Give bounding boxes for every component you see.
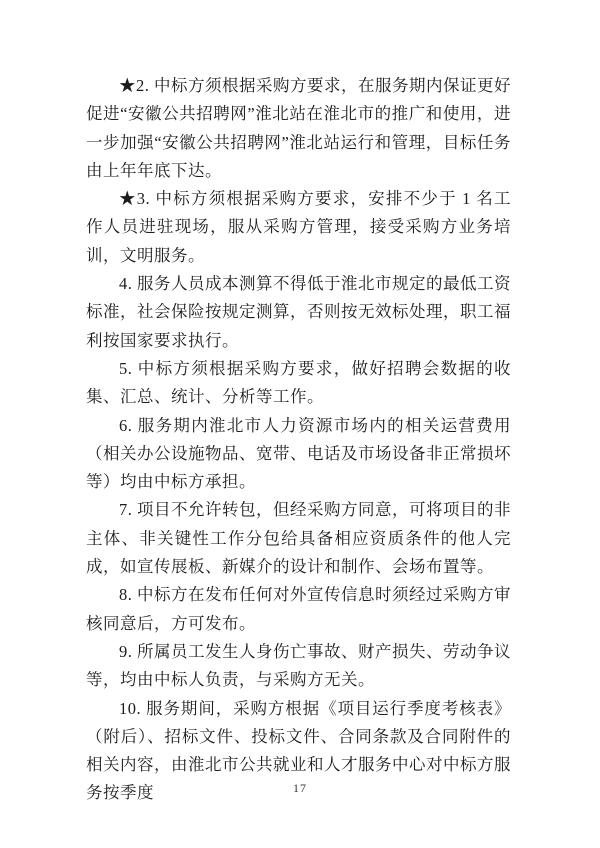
clause-paragraph-10: 10. 服务期间，采购方根据《项目运行季度考核表》（附后）、招标文件、投标文件、合同条款及合同附件的相关内容，由淮北市公共就业和人才服务中心对中标方服务按季度 — [86, 698, 511, 803]
clause-paragraph-6: 6. 服务期内淮北市人力资源市场内的相关运营费用（相关办公设施物品、宽带、电话及市场设备非正常损坏等）均由中标方承担。 — [86, 415, 511, 492]
clause-paragraph-7: 7. 项目不允许转包，但经采购方同意，可将项目的非主体、非关键性工作分包给具备相应资质条件的他人完成，如宣传展板、新媒介的设计和制作、会场布置等。 — [86, 500, 511, 577]
clause-paragraph-9: 9. 所属员工发生人身伤亡事故、财产损失、劳动争议等，均由中标人负责，与采购方无关。 — [86, 641, 511, 690]
page-number: 17 — [293, 781, 307, 795]
clause-paragraph-star-3: ★3. 中标方须根据采购方要求，安排不少于 1 名工作人员进驻现场，服从采购方管理，接受采购方业务培训，文明服务。 — [86, 189, 511, 265]
clause-paragraph-5: 5. 中标方须根据采购方要求，做好招聘会数据的收集、汇总、统计、分析等工作。 — [86, 358, 511, 407]
clause-paragraph-star-2: ★2. 中标方须根据采购方要求，在服务期内保证更好促进“安徽公共招聘网”淮北站在淮北市的推广和使用，进一步加强“安徽公共招聘网”淮北站运行和管理，目标任务由上年年底下达。 — [86, 76, 511, 180]
document-body — [86, 72, 511, 808]
clause-paragraph-4: 4. 服务人员成本测算不得低于淮北市规定的最低工资标准，社会保险按规定测算，否则按无效标处理，职工福利按国家要求执行。 — [86, 274, 511, 350]
clause-paragraph-8: 8. 中标方在发布任何对外宣传信息时须经过采购方审核同意后，方可发布。 — [86, 585, 511, 633]
